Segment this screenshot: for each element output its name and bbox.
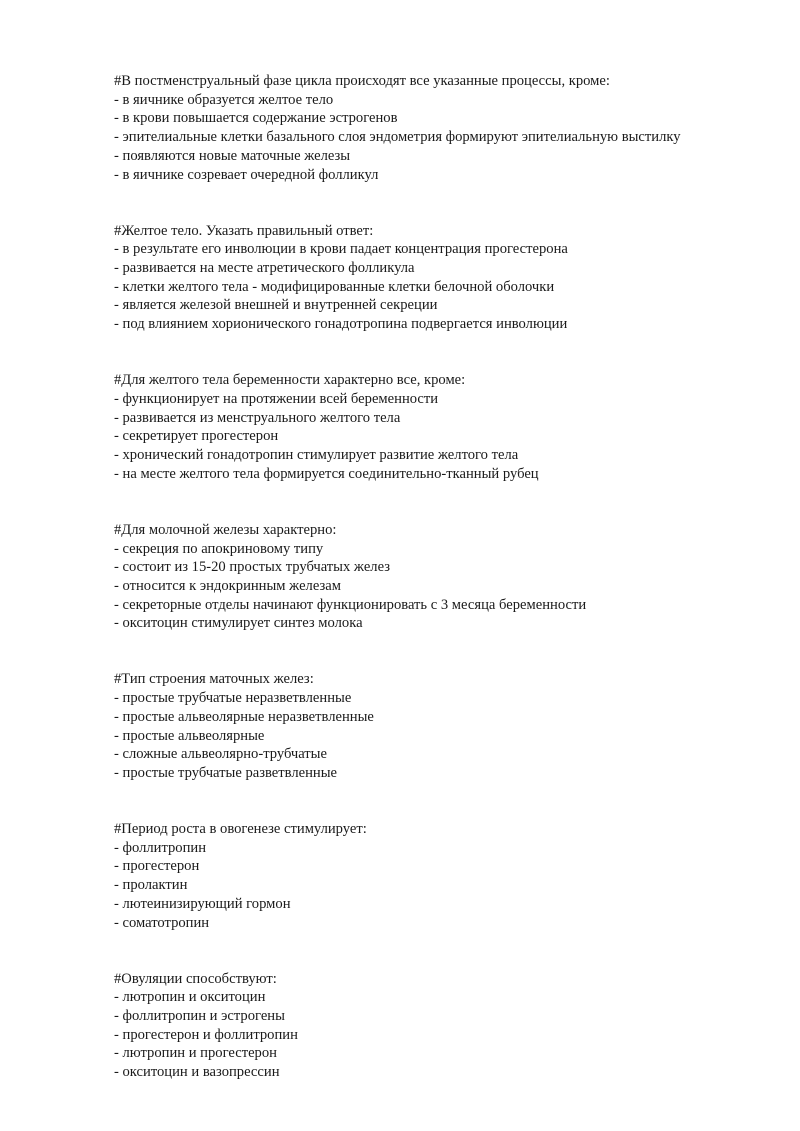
answer-option: - функционирует на протяжении всей беременности bbox=[114, 390, 439, 407]
question-block-4 bbox=[114, 521, 714, 633]
answer-option: - состоит из 15-20 простых трубчатых желез bbox=[114, 559, 391, 576]
answer-option: - на месте желтого тела формируется соединительно-тканный рубец bbox=[114, 465, 539, 482]
answer-option: - лютеинизирующий гормон bbox=[114, 895, 291, 912]
answer-option: - относится к эндокринным железам bbox=[114, 577, 341, 594]
answer-option: - сложные альвеолярно-трубчатые bbox=[114, 746, 327, 763]
question-stem: #Овуляции способствуют: bbox=[114, 970, 277, 987]
answer-option: - фоллитропин bbox=[114, 839, 207, 856]
answer-option: - простые трубчатые неразветвленные bbox=[114, 690, 352, 707]
answer-option: - развивается на месте атретического фолликула bbox=[114, 260, 415, 277]
answer-option: - секреторные отделы начинают функционировать с 3 месяца беременности bbox=[114, 596, 587, 613]
answer-option: - прогестерон и фоллитропин bbox=[114, 1026, 298, 1043]
answer-option: - в результате его инволюции в крови падает концентрация прогестерона bbox=[114, 241, 568, 258]
question-block-6 bbox=[114, 820, 714, 932]
answer-option: - развивается из менструального желтого тела bbox=[114, 409, 401, 426]
answer-option: - простые альвеолярные неразветвленные bbox=[114, 708, 374, 725]
answer-option: - простые трубчатые разветвленные bbox=[114, 764, 338, 781]
answer-option: - окситоцин стимулирует синтез молока bbox=[114, 615, 363, 632]
answer-option: - эпителиальные клетки базального слоя эндометрия формируют эпителиальную выстилку bbox=[114, 129, 681, 146]
question-stem: #Период роста в овогенезе стимулирует: bbox=[114, 821, 367, 838]
answer-option: - простые альвеолярные bbox=[114, 727, 265, 744]
question-block-7 bbox=[114, 970, 714, 1082]
answer-option: - лютропин и прогестерон bbox=[114, 1045, 277, 1062]
answer-option: - лютропин и окситоцин bbox=[114, 989, 266, 1006]
question-stem: #Для желтого тела беременности характерно все, кроме: bbox=[114, 372, 466, 389]
question-block-5 bbox=[114, 670, 714, 782]
question-stem: #Для молочной железы характерно: bbox=[114, 521, 337, 538]
question-block-1 bbox=[114, 72, 714, 184]
document-content bbox=[114, 72, 714, 1119]
answer-option: - пролактин bbox=[114, 877, 188, 894]
answer-option: - является железой внешней и внутренней секреции bbox=[114, 297, 438, 314]
answer-option: - появляются новые маточные железы bbox=[114, 147, 351, 164]
answer-option: - соматотропин bbox=[114, 914, 210, 931]
answer-option: - фоллитропин и эстрогены bbox=[114, 1008, 285, 1025]
answer-option: - клетки желтого тела - модифицированные клетки белочной оболочки bbox=[114, 278, 555, 295]
answer-option: - под влиянием хорионического гонадотропина подвергается инволюции bbox=[114, 316, 568, 333]
answer-option: - секретирует прогестерон bbox=[114, 428, 279, 445]
answer-option: - хронический гонадотропин стимулирует развитие желтого тела bbox=[114, 447, 519, 464]
question-stem: #В постменструальный фазе цикла происходят все указанные процессы, кроме: bbox=[114, 73, 610, 89]
question-block-3 bbox=[114, 371, 714, 483]
answer-option: - прогестерон bbox=[114, 858, 200, 875]
answer-option: - в крови повышается содержание эстрогенов bbox=[114, 110, 398, 127]
answer-option: - секреция по апокриновому типу bbox=[114, 540, 324, 557]
question-stem: #Желтое тело. Указать правильный ответ: bbox=[114, 222, 374, 239]
answer-option: - окситоцин и вазопрессин bbox=[114, 1064, 280, 1081]
answer-option: - в яичнике образуется желтое тело bbox=[114, 91, 334, 108]
question-block-2 bbox=[114, 222, 714, 334]
answer-option: - в яичнике созревает очередной фолликул bbox=[114, 166, 379, 183]
question-stem: #Тип строения маточных желез: bbox=[114, 671, 314, 688]
